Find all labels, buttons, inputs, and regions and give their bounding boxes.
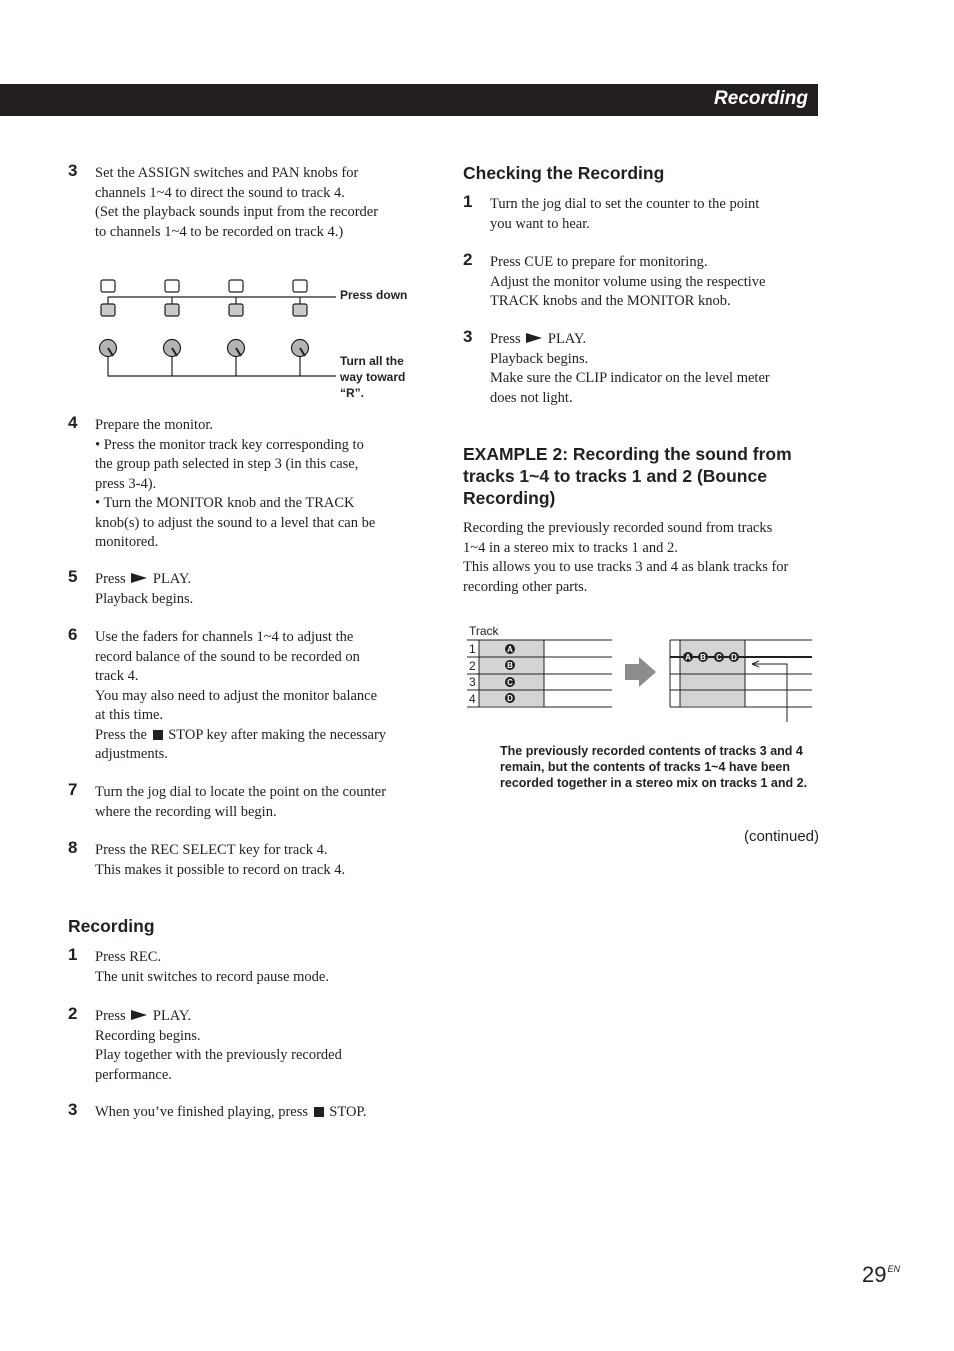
- step-number: 2: [68, 1004, 78, 1023]
- label-line: Turn all the: [340, 354, 404, 368]
- caption-line: remain, but the contents of tracks 1~4 have been: [500, 760, 791, 774]
- arrow-right-icon: [625, 657, 656, 687]
- text-line: Play together with the previously recorded: [95, 1047, 342, 1063]
- track-number: 4: [469, 692, 476, 706]
- text-fragment: PLAY.: [547, 331, 587, 347]
- text-line: [95, 1103, 440, 1123]
- text-line: to channels 1~4 to be recorded on track 4.): [95, 223, 344, 240]
- text-line: This makes it possible to record on track 4.: [95, 861, 346, 878]
- text-line: Use the faders for channels 1~4 to adjust the: [95, 629, 354, 645]
- step-number: 3: [68, 161, 78, 180]
- text-line: press 3-4).: [95, 475, 157, 492]
- text-line: [95, 570, 435, 590]
- mix-source-b: B: [700, 653, 706, 662]
- track-number: 1: [469, 642, 476, 656]
- text-line: Adjust the monitor volume using the respective: [490, 273, 766, 290]
- text-line: Set the ASSIGN switches and PAN knobs for: [95, 165, 359, 181]
- source-b: B: [507, 661, 513, 670]
- continued-note: (continued): [743, 828, 819, 845]
- step-number: 3: [463, 327, 473, 346]
- text-fragment: STOP key after making the necessary: [168, 726, 387, 743]
- step-number: 3: [68, 1100, 78, 1119]
- text-line: • Press the monitor track key corresponding to: [95, 436, 364, 453]
- step-number: 2: [463, 250, 473, 269]
- diagram-caption: [500, 743, 830, 791]
- text-line: • Turn the MONITOR knob and the TRACK: [95, 495, 355, 511]
- stop-icon: [314, 1107, 324, 1117]
- text-line: Recording begins.: [95, 1027, 201, 1044]
- text-fragment: PLAY.: [152, 1008, 192, 1024]
- source-a: A: [507, 645, 513, 654]
- step-number: 6: [68, 625, 78, 644]
- text-line: You may also need to adjust the monitor balance: [95, 687, 378, 704]
- text-line: at this time.: [95, 707, 164, 723]
- heading-recording: Recording: [68, 916, 155, 936]
- caption-line: The previously recorded contents of tracks 3 and 4: [500, 744, 803, 758]
- heading-checking: Checking the Recording: [463, 163, 665, 183]
- step-number: 7: [68, 780, 78, 799]
- label-press-down: Press down: [340, 288, 408, 302]
- text-line: adjustments.: [95, 746, 168, 762]
- step-number: 4: [68, 413, 78, 432]
- header-bar: [0, 84, 818, 116]
- section-title: Recording: [714, 88, 808, 109]
- step-number: 8: [68, 838, 78, 857]
- label-turn: [340, 353, 405, 401]
- text-line: [95, 1007, 435, 1027]
- text-line: you want to hear.: [490, 215, 590, 232]
- text-line: (Set the playback sounds input from the recorder: [95, 204, 379, 220]
- text-line: performance.: [95, 1066, 172, 1083]
- text-fragment: PLAY.: [152, 571, 192, 587]
- bounce-track-diagram: [467, 622, 821, 722]
- text-line: channels 1~4 to direct the sound to track 4.: [95, 184, 345, 201]
- page-number-value: 29: [862, 1262, 887, 1287]
- step-number: 1: [463, 192, 473, 211]
- text-line: knob(s) to adjust the sound to a level that can be: [95, 514, 376, 531]
- text-line: Recording the previously recorded sound from tracks: [463, 520, 773, 536]
- text-line: monitored.: [95, 534, 159, 550]
- text-fragment: Press: [95, 1008, 126, 1024]
- play-icon: [131, 573, 147, 583]
- track-number: 2: [469, 659, 476, 673]
- text-line: record balance of the sound to be recorded on: [95, 648, 360, 665]
- text-line: track 4.: [95, 668, 139, 684]
- step-number: 5: [68, 567, 78, 586]
- label-line: way toward: [340, 370, 406, 384]
- text-line: Playback begins.: [490, 350, 589, 367]
- text-line: [95, 726, 435, 746]
- text-line: the group path selected in step 3 (in this case,: [95, 456, 359, 472]
- text-line: Playback begins.: [95, 590, 194, 607]
- text-line: where the recording will begin.: [95, 803, 277, 820]
- text-fragment: When you’ve finished playing, press: [95, 1104, 309, 1120]
- play-icon: [526, 333, 542, 343]
- track-label: Track: [469, 624, 499, 638]
- bullet-item: [95, 494, 435, 553]
- text-line: recording other parts.: [463, 578, 588, 595]
- heading-line: Recording): [463, 488, 556, 508]
- page-number: [862, 1262, 900, 1288]
- page-number-suffix: EN: [887, 1264, 900, 1274]
- caption-line: recorded together in a stereo mix on tracks 1 and 2.: [500, 776, 808, 790]
- text-line: Press REC.: [95, 949, 162, 965]
- track-number: 3: [469, 675, 476, 689]
- text-line: Press the REC SELECT key for track 4.: [95, 842, 328, 858]
- text-line: [490, 330, 820, 350]
- heading-example-2: [463, 443, 823, 509]
- text-line: 1~4 in a stereo mix to tracks 1 and 2.: [463, 539, 678, 556]
- mix-source-a: A: [685, 653, 691, 662]
- text-line: Prepare the monitor.: [95, 417, 213, 433]
- text-line: Turn the jog dial to set the counter to the point: [490, 196, 760, 212]
- text-fragment: Press: [490, 331, 521, 347]
- text-fragment: Press: [95, 571, 126, 587]
- play-icon: [131, 1010, 147, 1020]
- step-number: 1: [68, 945, 78, 964]
- heading-line: tracks 1~4 to tracks 1 and 2 (Bounce: [463, 466, 767, 486]
- source-d: D: [507, 694, 513, 703]
- text-line: does not light.: [490, 389, 573, 406]
- text-line: This allows you to use tracks 3 and 4 as blank tracks for: [463, 559, 789, 575]
- text-line: The unit switches to record pause mode.: [95, 968, 329, 985]
- text-line: Turn the jog dial to locate the point on the counter: [95, 784, 387, 800]
- mix-source-c: C: [716, 653, 722, 662]
- mix-source-d: D: [731, 653, 737, 662]
- example-2-body: [463, 519, 823, 597]
- heading-line: EXAMPLE 2: Recording the sound from: [463, 444, 792, 464]
- stop-icon: [153, 730, 163, 740]
- label-line: “R”.: [340, 386, 364, 400]
- text-fragment: STOP.: [329, 1104, 367, 1120]
- text-fragment: Press the: [95, 726, 147, 743]
- text-line: Make sure the CLIP indicator on the level meter: [490, 370, 770, 386]
- bullet-item: [95, 436, 435, 495]
- source-c: C: [507, 678, 513, 687]
- text-line: Press CUE to prepare for monitoring.: [490, 254, 708, 270]
- text-line: TRACK knobs and the MONITOR knob.: [490, 293, 731, 309]
